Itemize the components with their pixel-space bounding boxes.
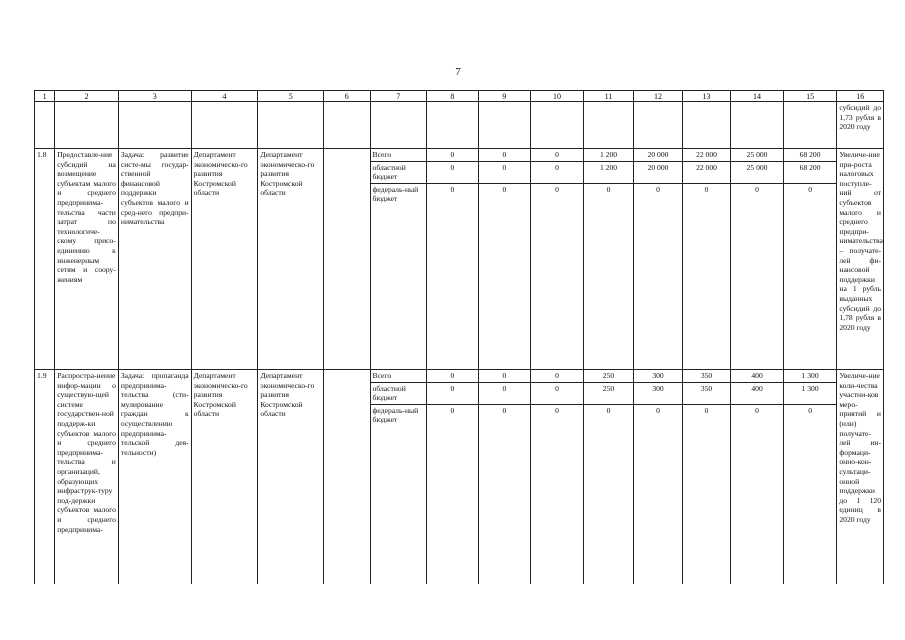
budget-value: 0 bbox=[783, 404, 837, 584]
budget-value: 0 bbox=[731, 404, 784, 584]
budget-label: областной бюджет bbox=[370, 161, 427, 183]
budget-label: Всего bbox=[370, 370, 427, 383]
budget-value: 1 200 bbox=[583, 149, 634, 162]
page-number: 7 bbox=[455, 66, 461, 78]
budget-label: федераль-ный бюджет bbox=[370, 183, 427, 369]
carry-over-result: субсидий до 1,73 рубля в 2020 году bbox=[837, 102, 884, 149]
table-row bbox=[35, 149, 884, 162]
budget-value: 350 bbox=[682, 370, 731, 383]
budget-value: 0 bbox=[478, 370, 531, 383]
budget-value: 0 bbox=[531, 183, 584, 369]
budget-value: 300 bbox=[634, 370, 683, 383]
budget-value: 0 bbox=[478, 149, 531, 162]
budget-value: 0 bbox=[478, 183, 531, 369]
budget-value: 0 bbox=[634, 404, 683, 584]
budget-value: 0 bbox=[427, 382, 479, 404]
budget-value: 300 bbox=[634, 382, 683, 404]
col-header-8: 8 bbox=[427, 91, 479, 102]
carry-over-row bbox=[35, 102, 884, 149]
budget-value: 0 bbox=[531, 370, 584, 383]
col-header-15: 15 bbox=[783, 91, 837, 102]
col-header-6: 6 bbox=[324, 91, 370, 102]
row-executor: Департамент экономическо-го развития Костромской области bbox=[258, 370, 324, 585]
row-result: Увеличе-ние коли-чества участни-ков меро-приятий и (или) получате-лей ин-формаци-онно-кон-сультаци-онной поддержки до 1 120 единиц в 2020 году bbox=[837, 370, 884, 585]
budget-value: 0 bbox=[427, 161, 479, 183]
budget-value: 400 bbox=[731, 382, 784, 404]
row-task: Задача: пропаганда предпринима-тельства (сти-мулирование граждан к осуществлению предпринима-тельской дея-тельности) bbox=[118, 370, 191, 585]
budget-value: 350 bbox=[682, 382, 731, 404]
budget-value: 0 bbox=[531, 149, 584, 162]
table-row bbox=[35, 370, 884, 383]
budget-value: 22 000 bbox=[682, 161, 731, 183]
budget-value: 1 200 bbox=[583, 161, 634, 183]
budget-value: 0 bbox=[531, 404, 584, 584]
budget-value: 25 000 bbox=[731, 161, 784, 183]
budget-value: 0 bbox=[531, 161, 584, 183]
budget-value: 1 300 bbox=[783, 370, 837, 383]
row-result: Увеличе-ние при-роста налоговых поступле-ний от субъектов малого и среднего предпри-нимательства – получате-лей фи-нансовой поддержки на 1 рубль выданных субсидий до 1,78 рубля в 2020 году bbox=[837, 149, 884, 370]
col-header-7: 7 bbox=[370, 91, 427, 102]
budget-value: 400 bbox=[731, 370, 784, 383]
budget-value: 20 000 bbox=[634, 149, 683, 162]
row-number: 1.8 bbox=[35, 149, 55, 370]
row-col6 bbox=[324, 370, 370, 585]
col-header-10: 10 bbox=[531, 91, 584, 102]
row-measure: Предоставле-ние субсидий на возмещение субъектам малого и среднего предпринима-тельства части затрат по технологиче-скому присо-единению к инженерным сетям и соору-жениям bbox=[55, 149, 119, 370]
budget-value: 0 bbox=[731, 183, 784, 369]
budget-label: федераль-ный бюджет bbox=[370, 404, 427, 584]
row-responsible: Департамент экономическо-го развития Костромской области bbox=[191, 370, 258, 585]
header-row bbox=[35, 91, 884, 102]
budget-value: 0 bbox=[478, 161, 531, 183]
budget-value: 0 bbox=[583, 183, 634, 369]
col-header-4: 4 bbox=[191, 91, 258, 102]
budget-value: 0 bbox=[427, 404, 479, 584]
budget-value: 250 bbox=[583, 370, 634, 383]
col-header-11: 11 bbox=[583, 91, 634, 102]
budget-value: 68 200 bbox=[783, 161, 837, 183]
budget-label: областной бюджет bbox=[370, 382, 427, 404]
budget-value: 25 000 bbox=[731, 149, 784, 162]
budget-value: 1 300 bbox=[783, 382, 837, 404]
budget-value: 0 bbox=[427, 149, 479, 162]
budget-value: 0 bbox=[682, 404, 731, 584]
budget-value: 0 bbox=[478, 382, 531, 404]
budget-value: 22 000 bbox=[682, 149, 731, 162]
budget-value: 0 bbox=[427, 183, 479, 369]
budget-value: 68 200 bbox=[783, 149, 837, 162]
row-responsible: Департамент экономическо-го развития Костромской области bbox=[191, 149, 258, 370]
row-task: Задача: развитие систе-мы государ-ственной финансовой поддержки субъектов малого и сред-него предпри-нимательства bbox=[118, 149, 191, 370]
col-header-5: 5 bbox=[258, 91, 324, 102]
col-header-16: 16 bbox=[837, 91, 884, 102]
col-header-9: 9 bbox=[478, 91, 531, 102]
row-executor: Департамент экономическо-го развития Костромской области bbox=[258, 149, 324, 370]
budget-value: 0 bbox=[478, 404, 531, 584]
budget-value: 0 bbox=[634, 183, 683, 369]
col-header-12: 12 bbox=[634, 91, 683, 102]
budget-value: 20 000 bbox=[634, 161, 683, 183]
row-measure: Распростра-нение инфор-мации о существую-щей системе государствен-ной поддерж-ки субъектов малого и среднего предпринима-тельства и организаций, образующих инфраструк-туру под-держки субъектов малого и среднего предпринима- bbox=[55, 370, 119, 585]
row-number: 1.9 bbox=[35, 370, 55, 585]
col-header-2: 2 bbox=[55, 91, 119, 102]
col-header-1: 1 bbox=[35, 91, 55, 102]
program-table bbox=[34, 90, 884, 584]
budget-value: 0 bbox=[783, 183, 837, 369]
budget-value: 0 bbox=[427, 370, 479, 383]
col-header-14: 14 bbox=[731, 91, 784, 102]
row-col6 bbox=[324, 149, 370, 370]
budget-value: 0 bbox=[583, 404, 634, 584]
col-header-3: 3 bbox=[118, 91, 191, 102]
budget-value: 250 bbox=[583, 382, 634, 404]
budget-value: 0 bbox=[682, 183, 731, 369]
budget-value: 0 bbox=[531, 382, 584, 404]
col-header-13: 13 bbox=[682, 91, 731, 102]
budget-label: Всего bbox=[370, 149, 427, 162]
